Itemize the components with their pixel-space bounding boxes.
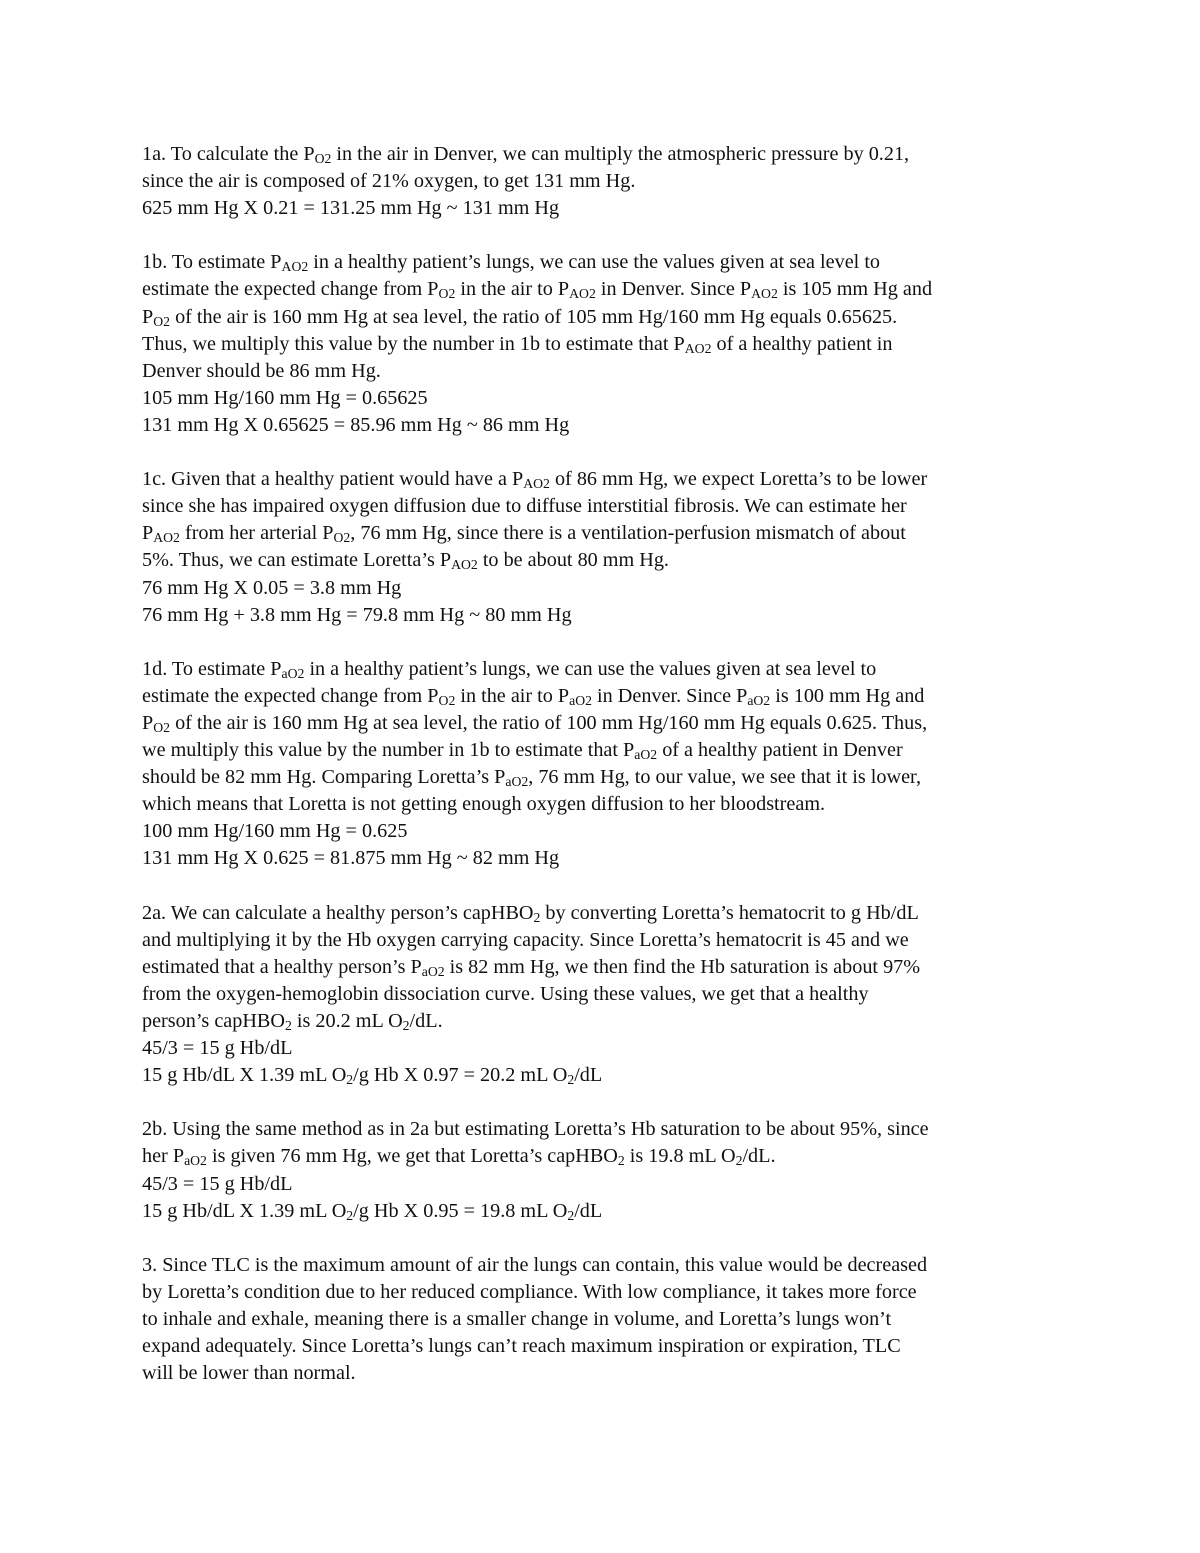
subscript: 2	[617, 1153, 625, 1169]
text-line	[142, 168, 1072, 195]
text-segment: 625 mm Hg X 0.21 = 131.25 mm Hg ~ 131 mm Hg	[142, 197, 560, 220]
text-segment: from her arterial P	[179, 522, 334, 545]
text-line	[142, 1116, 1072, 1143]
subscript: 2	[402, 1018, 410, 1034]
text-line	[142, 791, 1072, 818]
text-segment: 76 mm Hg X 0.05 = 3.8 mm Hg	[142, 576, 402, 599]
text-segment: 100 mm Hg/160 mm Hg = 0.625	[142, 820, 408, 843]
text-segment: estimate the expected change from P	[142, 278, 439, 301]
text-line	[142, 412, 1072, 439]
subscript: AO2	[684, 340, 712, 356]
text-line	[142, 358, 1072, 385]
text-segment: 1d. To estimate P	[142, 657, 282, 680]
text-segment: Thus, we multiply this value by the number in 1b to estimate that P	[142, 332, 685, 355]
text-line	[142, 141, 1072, 168]
subscript: O2	[438, 692, 456, 708]
text-segment: in the air to P	[455, 684, 570, 707]
subscript: aO2	[747, 692, 771, 708]
text-segment: is 19.8 mL O	[624, 1145, 736, 1168]
text-line	[142, 981, 1072, 1008]
text-segment: 2b. Using the same method as in 2a but estimating Loretta’s Hb saturation to be about 95%, since	[142, 1118, 929, 1141]
text-line	[142, 1062, 1072, 1089]
text-line	[142, 466, 1072, 493]
text-segment: estimate the expected change from P	[142, 684, 439, 707]
text-segment: is 100 mm Hg and	[770, 684, 925, 707]
text-segment: 131 mm Hg X 0.65625 = 85.96 mm Hg ~ 86 mm Hg	[142, 413, 570, 436]
text-line	[142, 249, 1072, 276]
text-line	[142, 575, 1072, 602]
text-segment: is given 76 mm Hg, we get that Loretta’s capHBO	[206, 1145, 618, 1168]
text-segment: since she has impaired oxygen diffusion due to diffuse interstitial fibrosis. We can estimate her	[142, 495, 907, 518]
subscript: aO2	[634, 747, 658, 763]
text-segment: 2a. We can calculate a healthy person’s capHBO	[142, 901, 534, 924]
text-segment: in the air in Denver, we can multiply the atmospheric pressure by 0.21,	[331, 143, 910, 165]
text-segment: in Denver. Since P	[595, 278, 752, 301]
text-segment: /g Hb X 0.97 = 20.2 mL O	[353, 1064, 568, 1087]
text-line	[142, 818, 1072, 845]
subscript: aO2	[505, 774, 529, 790]
text-line	[142, 927, 1072, 954]
text-line	[142, 385, 1072, 412]
text-segment: of a healthy patient in	[711, 332, 893, 355]
text-line	[142, 520, 1072, 547]
subscript: O2	[333, 530, 351, 546]
text-segment: of the air is 160 mm Hg at sea level, the ratio of 105 mm Hg/160 mm Hg equals 0.65625.	[170, 305, 898, 328]
text-segment: estimated that a healthy person’s P	[142, 955, 422, 978]
text-line	[142, 195, 1072, 222]
text-line	[142, 1360, 1072, 1387]
paragraph-1b	[142, 249, 1072, 439]
subscript: AO2	[569, 286, 596, 302]
text-line	[142, 276, 1072, 303]
paragraph-1c	[142, 466, 1072, 629]
text-segment: 15 g Hb/dL X 1.39 mL O	[142, 1199, 347, 1222]
subscript: O2	[438, 286, 456, 302]
text-segment: of the air is 160 mm Hg at sea level, the ratio of 100 mm Hg/160 mm Hg equals 0.625. Thus,	[170, 711, 928, 734]
subscript: O2	[314, 151, 332, 167]
text-segment: /dL.	[409, 1010, 443, 1032]
text-segment: 45/3 = 15 g Hb/dL	[142, 1172, 293, 1195]
subscript: O2	[153, 313, 171, 329]
text-line	[142, 845, 1072, 872]
paragraph-1a	[142, 141, 1072, 222]
text-segment: expand adequately. Since Loretta’s lungs can’t reach maximum inspiration or expiration, TLC	[142, 1335, 901, 1358]
subscript: aO2	[281, 665, 305, 681]
text-line	[142, 1279, 1072, 1306]
text-segment: in a healthy patient’s lungs, we can use the values given at sea level to	[308, 251, 881, 274]
text-line	[142, 737, 1072, 764]
subscript: 2	[346, 1072, 354, 1088]
text-line	[142, 331, 1072, 358]
text-line	[142, 493, 1072, 520]
subscript: O2	[153, 719, 171, 735]
text-line	[142, 1306, 1072, 1333]
text-segment: in the air to P	[455, 278, 570, 301]
text-segment: to be about 80 mm Hg.	[477, 549, 669, 572]
text-line	[142, 1171, 1072, 1198]
text-segment: 131 mm Hg X 0.625 = 81.875 mm Hg ~ 82 mm Hg	[142, 847, 560, 870]
subscript: aO2	[421, 963, 445, 979]
paragraph-3	[142, 1252, 1072, 1387]
text-segment: 1b. To estimate P	[142, 251, 282, 274]
text-segment: 5%. Thus, we can estimate Loretta’s P	[142, 549, 452, 572]
text-line	[142, 683, 1072, 710]
text-segment: 105 mm Hg/160 mm Hg = 0.65625	[142, 386, 428, 409]
text-segment: and multiplying it by the Hb oxygen carrying capacity. Since Loretta’s hematocrit is 45 and we	[142, 928, 909, 951]
text-segment: to inhale and exhale, meaning there is a smaller change in volume, and Loretta’s lungs won’t	[142, 1308, 892, 1331]
text-segment: is 105 mm Hg and	[777, 278, 933, 301]
subscript: 2	[567, 1207, 575, 1223]
subscript: 2	[346, 1207, 354, 1223]
text-line	[142, 304, 1072, 331]
text-line	[142, 1333, 1072, 1360]
text-segment: should be 82 mm Hg. Comparing Loretta’s P	[142, 766, 506, 789]
subscript: 2	[567, 1072, 575, 1088]
text-segment: , 76 mm Hg, to our value, we see that it is lower,	[528, 766, 921, 789]
subscript: AO2	[523, 476, 550, 492]
subscript: AO2	[751, 286, 778, 302]
text-segment: 76 mm Hg + 3.8 mm Hg = 79.8 mm Hg ~ 80 mm Hg	[142, 603, 572, 626]
text-segment: /dL.	[742, 1145, 776, 1168]
text-segment: 45/3 = 15 g Hb/dL	[142, 1037, 293, 1060]
text-segment: we multiply this value by the number in 1b to estimate that P	[142, 739, 635, 762]
text-segment: 3. Since TLC is the maximum amount of air the lungs can contain, this value would be decreased	[142, 1253, 928, 1276]
text-segment: is 82 mm Hg, we then find the Hb saturation is about 97%	[444, 955, 921, 978]
text-segment: 1a. To calculate the P	[142, 143, 315, 165]
text-segment: by Loretta’s condition due to her reduced compliance. With low compliance, it takes more force	[142, 1280, 917, 1303]
text-segment: in Denver. Since P	[592, 684, 748, 707]
text-line	[142, 1143, 1072, 1170]
text-line	[142, 1008, 1072, 1035]
text-line	[142, 1252, 1072, 1279]
text-segment: of 86 mm Hg, we expect Loretta’s to be lower	[549, 468, 928, 491]
text-line	[142, 764, 1072, 791]
paragraph-2a	[142, 900, 1072, 1090]
text-line	[142, 602, 1072, 629]
subscript: aO2	[184, 1153, 207, 1169]
subscript: AO2	[153, 530, 180, 546]
text-segment: since the air is composed of 21% oxygen, to get 131 mm Hg.	[142, 170, 636, 193]
text-segment: by converting Loretta’s hematocrit to g Hb/dL	[540, 901, 919, 924]
text-segment: P	[142, 305, 154, 328]
text-segment: her P	[142, 1145, 185, 1168]
text-segment: of a healthy patient in Denver	[657, 739, 903, 762]
subscript: 2	[284, 1018, 292, 1034]
text-segment: person’s capHBO	[142, 1010, 285, 1032]
text-segment: which means that Loretta is not getting enough oxygen diffusion to her bloodstream.	[142, 793, 826, 816]
text-segment: in a healthy patient’s lungs, we can use the values given at sea level to	[304, 657, 877, 680]
paragraph-1d	[142, 656, 1072, 873]
text-segment: is 20.2 mL O	[291, 1010, 403, 1032]
text-line	[142, 656, 1072, 683]
text-segment: /dL	[574, 1199, 603, 1222]
text-line	[142, 710, 1072, 737]
text-segment: 1c. Given that a healthy patient would have a P	[142, 468, 524, 491]
paragraph-2b	[142, 1116, 1072, 1224]
subscript: AO2	[281, 259, 309, 275]
text-line	[142, 1198, 1072, 1225]
text-line	[142, 1035, 1072, 1062]
text-segment: /g Hb X 0.95 = 19.8 mL O	[353, 1199, 568, 1222]
text-segment: P	[142, 711, 154, 734]
text-line	[142, 900, 1072, 927]
text-segment: from the oxygen-hemoglobin dissociation curve. Using these values, we get that a healthy	[142, 982, 869, 1005]
text-segment: will be lower than normal.	[142, 1362, 356, 1385]
text-segment: P	[142, 522, 154, 545]
text-segment: , 76 mm Hg, since there is a ventilation-perfusion mismatch of about	[350, 522, 906, 545]
text-segment: Denver should be 86 mm Hg.	[142, 359, 381, 382]
text-line	[142, 547, 1072, 574]
text-segment: /dL	[574, 1064, 603, 1087]
subscript: 2	[533, 909, 541, 925]
text-line	[142, 954, 1072, 981]
subscript: aO2	[569, 692, 592, 708]
subscript: AO2	[451, 557, 478, 573]
subscript: 2	[735, 1153, 743, 1169]
document-page	[142, 141, 1072, 1414]
text-segment: 15 g Hb/dL X 1.39 mL O	[142, 1064, 347, 1087]
